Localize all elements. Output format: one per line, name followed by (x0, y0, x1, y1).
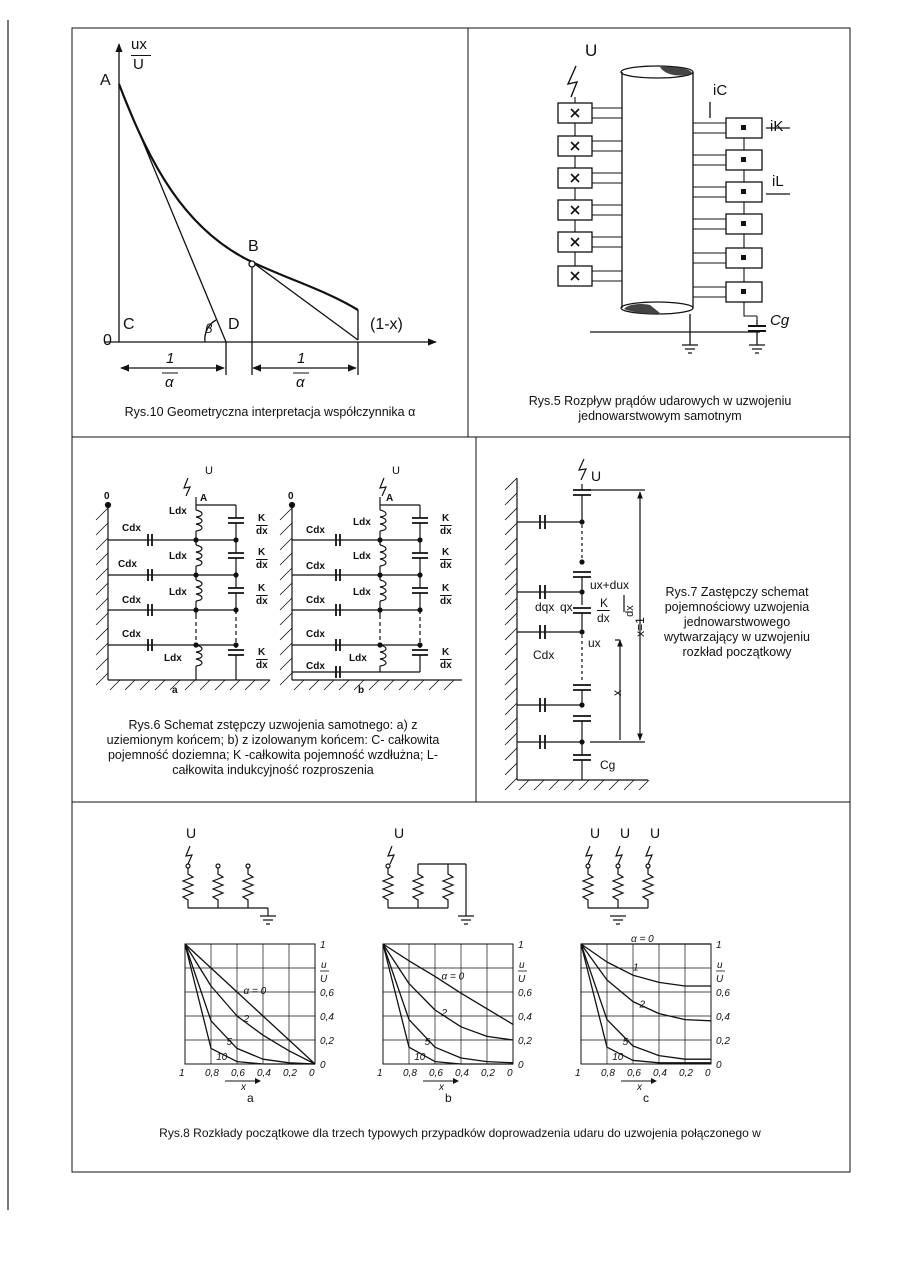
fig8-sub-label: c (643, 1091, 649, 1105)
fig8-series-label: 2 (441, 1008, 448, 1019)
fig6-ldx-a4: Ldx (164, 653, 182, 664)
fig8-x-tick: 1 (377, 1068, 383, 1079)
fig7-cdx: Cdx (533, 648, 555, 662)
fig6-cdx-b2: Cdx (306, 561, 325, 572)
fig8-series-line (581, 944, 711, 1021)
fig8-caption: Rys.8 Rozkłady początkowe dla trzech typowych przypadków doprowadzenia udaru do uzwojenia połączonego w (159, 1126, 761, 1140)
fig8-x-tick: 0 (705, 1068, 711, 1079)
fig8-x-tick: 0,6 (231, 1068, 245, 1079)
fig8-x-tick: 0,2 (679, 1068, 693, 1079)
fig5-u: U (585, 41, 598, 60)
fig8-y-num: u (321, 960, 327, 971)
fig7-qx: qx (560, 600, 573, 614)
fig8-y-tick: 0,6 (320, 988, 334, 999)
fig6-u-b: U (392, 465, 400, 477)
fig8-series-label: α = 0 (243, 986, 267, 997)
fig6-kd-a4: $\overline{dx}$ (256, 660, 268, 671)
fig8-series-label: 5 (622, 1036, 629, 1048)
fig8-x-tick: 0,8 (601, 1068, 615, 1079)
fig10-label-c: C (123, 316, 135, 333)
fig7-k-den: $\overline{dx}$ (597, 611, 610, 625)
fig6-k-a1: K (258, 513, 266, 524)
fig10-y-den: U (133, 56, 144, 73)
fig6-k-b3: K (442, 583, 450, 594)
fig8-y-num: u (717, 960, 723, 971)
fig6-node-b: A (386, 493, 394, 504)
fig6-ldx-b1: Ldx (353, 517, 371, 528)
fig6-cdx-b4: Cdx (306, 629, 325, 640)
fig7-ux: ux (588, 636, 601, 650)
fig7-x1: x=1 (632, 617, 647, 637)
fig8-u-c1: U (590, 825, 601, 841)
fig8-x-tick: 0,2 (283, 1068, 297, 1079)
fig8-y-den: U (320, 974, 328, 985)
fig6-node-a: A (200, 493, 208, 504)
fig6-kd-b3: $\overline{dx}$ (440, 596, 452, 607)
fig10-frac2-den: α (296, 374, 305, 391)
fig8-y-den: U (518, 974, 526, 985)
fig10-caption: Rys.10 Geometryczna interpretacja współczynnika α (124, 405, 416, 419)
fig6-u-a: U (205, 465, 213, 477)
fig7-caption: Rys.7 Zastępczy schemat pojemnościowy uzwojenia jednowarstwowego wytwarzający w uzwojeniu rozkład początkowy (664, 585, 810, 659)
fig8-sub-label: a (247, 1091, 254, 1105)
fig8-y-tick: 0,6 (716, 988, 730, 999)
fig6-kd-b1: $\overline{dx}$ (440, 526, 452, 537)
fig8-series-label: 1 (633, 962, 639, 974)
fig5-il: iL (772, 173, 784, 190)
fig6-k-b1: K (442, 513, 450, 524)
fig8-plot-frame-c (581, 944, 711, 1064)
fig6-k-b4: K (442, 647, 450, 658)
fig10-x-label: (1-x) (370, 316, 403, 333)
fig8-y-num: u (519, 960, 525, 971)
fig10-origin: 0 (103, 332, 112, 349)
fig8-series-label: 2 (243, 1014, 250, 1025)
fig8-sub-label: b (445, 1091, 452, 1105)
fig6-kd-b4: $\overline{dx}$ (440, 660, 452, 671)
fig8-x-arrow-label: x (637, 1082, 642, 1093)
fig6-kd-b2: $\overline{dx}$ (440, 560, 452, 571)
fig5-caption: Rys.5 Rozpływ prądów udarowych w uzwojeniu jednowarstwowym samotnym (528, 394, 792, 423)
fig8-series-label: 2 (639, 999, 646, 1011)
fig8-y-tick: 0,2 (716, 1036, 730, 1047)
fig8-series-line (185, 944, 315, 1064)
fig5-ic: iC (713, 82, 728, 99)
fig7-dx: dx (623, 605, 636, 617)
fig10-frac2-num: 1 (297, 350, 306, 367)
fig8-x-tick: 0,6 (627, 1068, 641, 1079)
fig8-series-line (383, 944, 513, 1064)
fig8-y-tick: 0 (518, 1060, 524, 1071)
fig10-y-num: ux (131, 36, 147, 53)
fig6-cdx-a1: Cdx (122, 523, 141, 534)
fig6-caption: Rys.6 Schemat zstępczy uzwojenia samotnego: a) z uziemionym końcem; b) z izolowanym końcem: C- całkowita pojemność doziemna; K -całkowita pojemność wzdłużna; L-całkowita indukcyjność rozproszenia (106, 718, 440, 777)
fig6-kd-a1: $\overline{dx}$ (256, 526, 268, 537)
fig7-cg: Cg (600, 758, 616, 772)
fig8-x-arrow-label: x (439, 1082, 444, 1093)
fig8-plot-frame-b (383, 944, 513, 1064)
fig10-label-d: D (228, 316, 240, 333)
fig8-series-line (383, 944, 513, 1024)
fig8-y-tick: 1 (518, 940, 524, 951)
fig7-x: x (610, 690, 624, 696)
fig8-x-tick: 0,8 (403, 1068, 417, 1079)
fig8-series-label: 5 (424, 1036, 431, 1048)
fig8-series-label: α = 0 (441, 971, 465, 983)
fig8-y-den: U (716, 974, 724, 985)
fig6-k-a2: K (258, 547, 266, 558)
fig8-y-tick: 0,4 (320, 1012, 334, 1023)
fig8-x-tick: 0,6 (429, 1068, 443, 1079)
fig10-label-b: B (248, 238, 259, 255)
fig6-cdx-a3: Cdx (122, 595, 141, 606)
fig8-y-tick: 0,2 (320, 1036, 334, 1047)
fig6-kd-a2: $\overline{dx}$ (256, 560, 268, 571)
fig8-y-tick: 1 (320, 940, 326, 951)
fig8-y-tick: 0 (320, 1060, 326, 1071)
fig8-y-tick: 0 (716, 1060, 722, 1071)
fig8-y-tick: 0,4 (518, 1012, 532, 1023)
fig6-k-a4: K (258, 647, 266, 658)
fig8-series-label: 10 (612, 1052, 624, 1063)
fig6-cdx-b3: Cdx (306, 595, 325, 606)
fig8-x-tick: 0,8 (205, 1068, 219, 1079)
fig6-cdx-b1: Cdx (306, 525, 325, 536)
fig8-u-b: U (394, 825, 405, 841)
fig8-u-c3: U (650, 825, 661, 841)
fig6-ldx-b4: Ldx (349, 653, 367, 664)
fig8-x-tick: 0 (309, 1068, 315, 1079)
fig8-series-label: 10 (216, 1052, 228, 1063)
fig6-ldx-b3: Ldx (353, 587, 371, 598)
fig8-series-label: 10 (414, 1052, 426, 1063)
fig6-kd-a3: $\overline{dx}$ (256, 596, 268, 607)
fig8-series-line (581, 944, 711, 1063)
fig8-x-tick: 0 (507, 1068, 513, 1079)
fig7-k-num: K (600, 596, 609, 610)
fig10-frac1-den: α (165, 374, 174, 391)
fig6-ldx-b2: Ldx (353, 551, 371, 562)
fig10-beta: β (205, 321, 213, 336)
fig8-x-tick: 0,4 (455, 1068, 469, 1079)
fig7-uxdux: ux+dux (590, 578, 630, 592)
fig8-series-line (581, 944, 711, 986)
fig6-k-b2: K (442, 547, 450, 558)
fig8-series-line (581, 944, 711, 1059)
fig8-series-line (383, 944, 513, 1063)
fig8-y-tick: 0,2 (518, 1036, 532, 1047)
fig8-x-tick: 0,2 (481, 1068, 495, 1079)
fig8-x-tick: 1 (179, 1068, 185, 1079)
fig7-dqx: dqx (535, 600, 555, 614)
fig8-y-tick: 1 (716, 940, 722, 951)
fig6-cdx-a2: Cdx (118, 559, 137, 570)
fig6-sub-a: a (172, 685, 178, 696)
fig8-x-arrow-label: x (241, 1082, 246, 1093)
fig8-u-c2: U (620, 825, 631, 841)
fig6-cdx-b5: Cdx (306, 661, 325, 672)
fig6-zero-a: 0 (104, 491, 110, 502)
fig5-ik: iK (770, 118, 784, 135)
fig6-ldx-a2: Ldx (169, 551, 187, 562)
fig10-label-a: A (100, 72, 111, 89)
fig6-cdx-a4: Cdx (122, 629, 141, 640)
fig8-series-label: 5 (226, 1036, 233, 1048)
fig6-zero-b: 0 (288, 491, 294, 502)
fig5-cg: Cg (770, 312, 790, 329)
fig10-frac1-num: 1 (166, 350, 175, 367)
fig8-series-label: α = 0 (631, 934, 654, 945)
fig8-x-tick: 1 (575, 1068, 581, 1079)
fig8-x-tick: 0,4 (257, 1068, 271, 1079)
fig6-ldx-a3: Ldx (169, 587, 187, 598)
fig8-y-tick: 0,4 (716, 1012, 730, 1023)
fig6-k-a3: K (258, 583, 266, 594)
fig8-u-a: U (186, 825, 197, 841)
fig8-y-tick: 0,6 (518, 988, 532, 999)
fig6-ldx-a1: Ldx (169, 506, 187, 517)
fig7-u: U (591, 468, 602, 484)
fig8-x-tick: 0,4 (653, 1068, 667, 1079)
fig6-sub-b: b (358, 685, 365, 696)
